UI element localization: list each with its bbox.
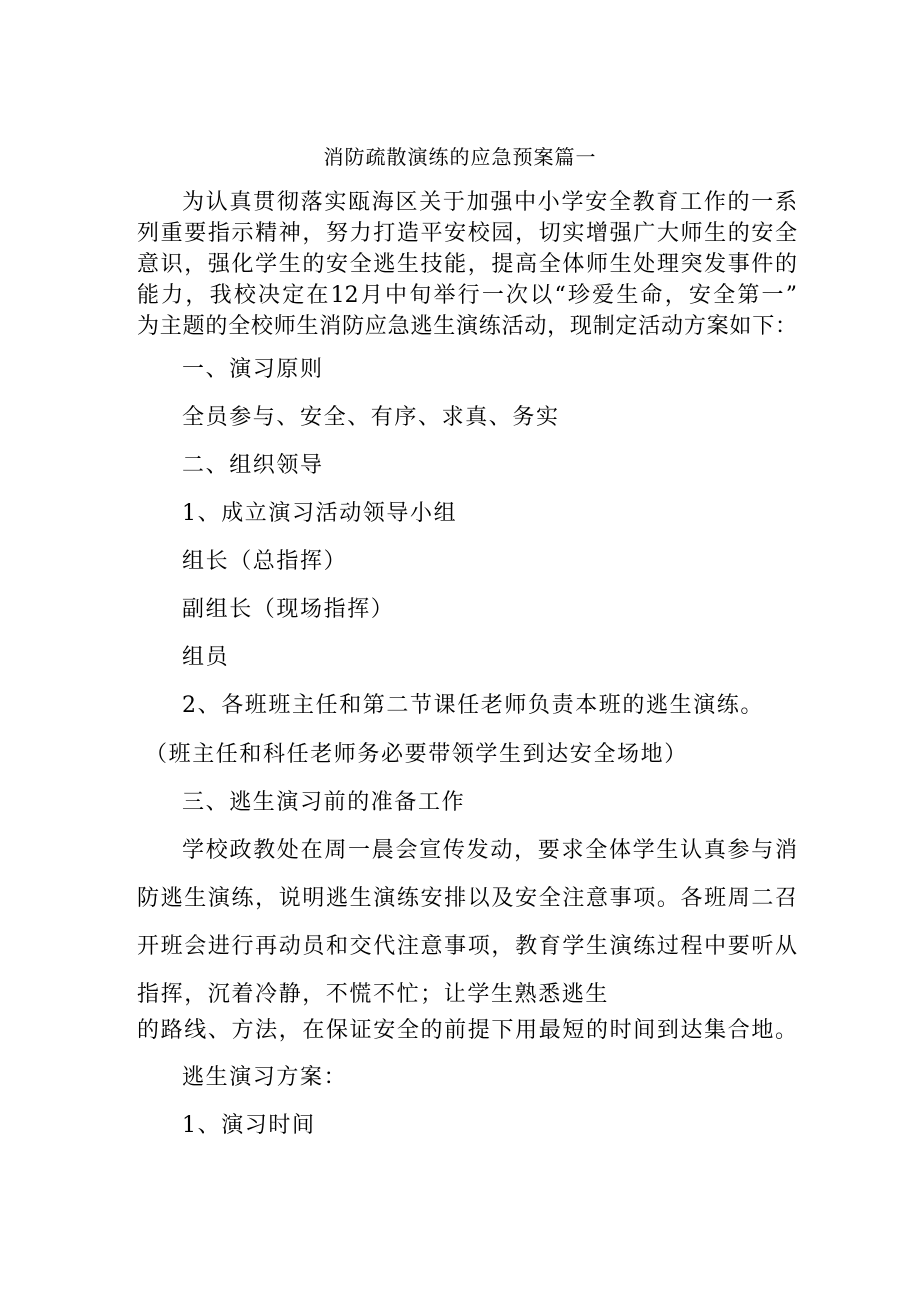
- intro-line-4: 能力，我校决定在12月中旬举行一次以“珍爱生命，安全第一”: [137, 283, 797, 308]
- intro-line-5: 为主题的全校师生消防应急逃生演练活动，现制定活动方案如下：: [137, 314, 797, 339]
- section-3-heading: 三、逃生演习前的准备工作: [182, 790, 466, 815]
- plan-heading: 逃生演习方案：: [182, 1065, 348, 1090]
- members-line: 组员: [182, 645, 230, 670]
- section-2-item-2: 2、各班班主任和第二节课任老师负责本班的逃生演练。: [182, 693, 764, 718]
- prep-line-3: 开班会进行再动员和交代注意事项，教育学生演练过程中要听从: [137, 934, 797, 959]
- section-2-note: （班主任和科任老师务必要带领学生到达安全场地）: [145, 742, 688, 767]
- plan-item-1: 1、演习时间: [182, 1113, 316, 1138]
- section-2-heading: 二、组织领导: [182, 453, 324, 478]
- intro-line-2: 列重要指示精神，努力打造平安校园，切实增强广大师生的安全: [137, 221, 797, 246]
- vice-leader-line: 副组长（现场指挥）: [182, 597, 395, 622]
- prep-line-2: 防逃生演练，说明逃生演练安排以及安全注意事项。各班周二召: [137, 886, 797, 911]
- prep-line-1: 学校政教处在周一晨会宣传发动，要求全体学生认真参与消: [182, 838, 797, 863]
- prep-line-5: 的路线、方法，在保证安全的前提下用最短的时间到达集合地。: [137, 1018, 797, 1043]
- prep-line-4: 指挥，沉着冷静，不慌不忙；让学生熟悉逃生: [137, 982, 610, 1007]
- section-2-item-1: 1、成立演习活动领导小组: [182, 501, 458, 526]
- intro-line-3: 意识，强化学生的安全逃生技能，提高全体师生处理突发事件的: [137, 252, 797, 277]
- leader-line: 组长（总指挥）: [182, 549, 348, 574]
- section-1-heading: 一、演习原则: [182, 357, 324, 382]
- section-1-text: 全员参与、安全、有序、求真、务实: [182, 405, 560, 430]
- intro-line-1: 为认真贯彻落实瓯海区关于加强中小学安全教育工作的一系: [182, 190, 797, 215]
- document-title: 消防疏散演练的应急预案篇一: [323, 145, 597, 169]
